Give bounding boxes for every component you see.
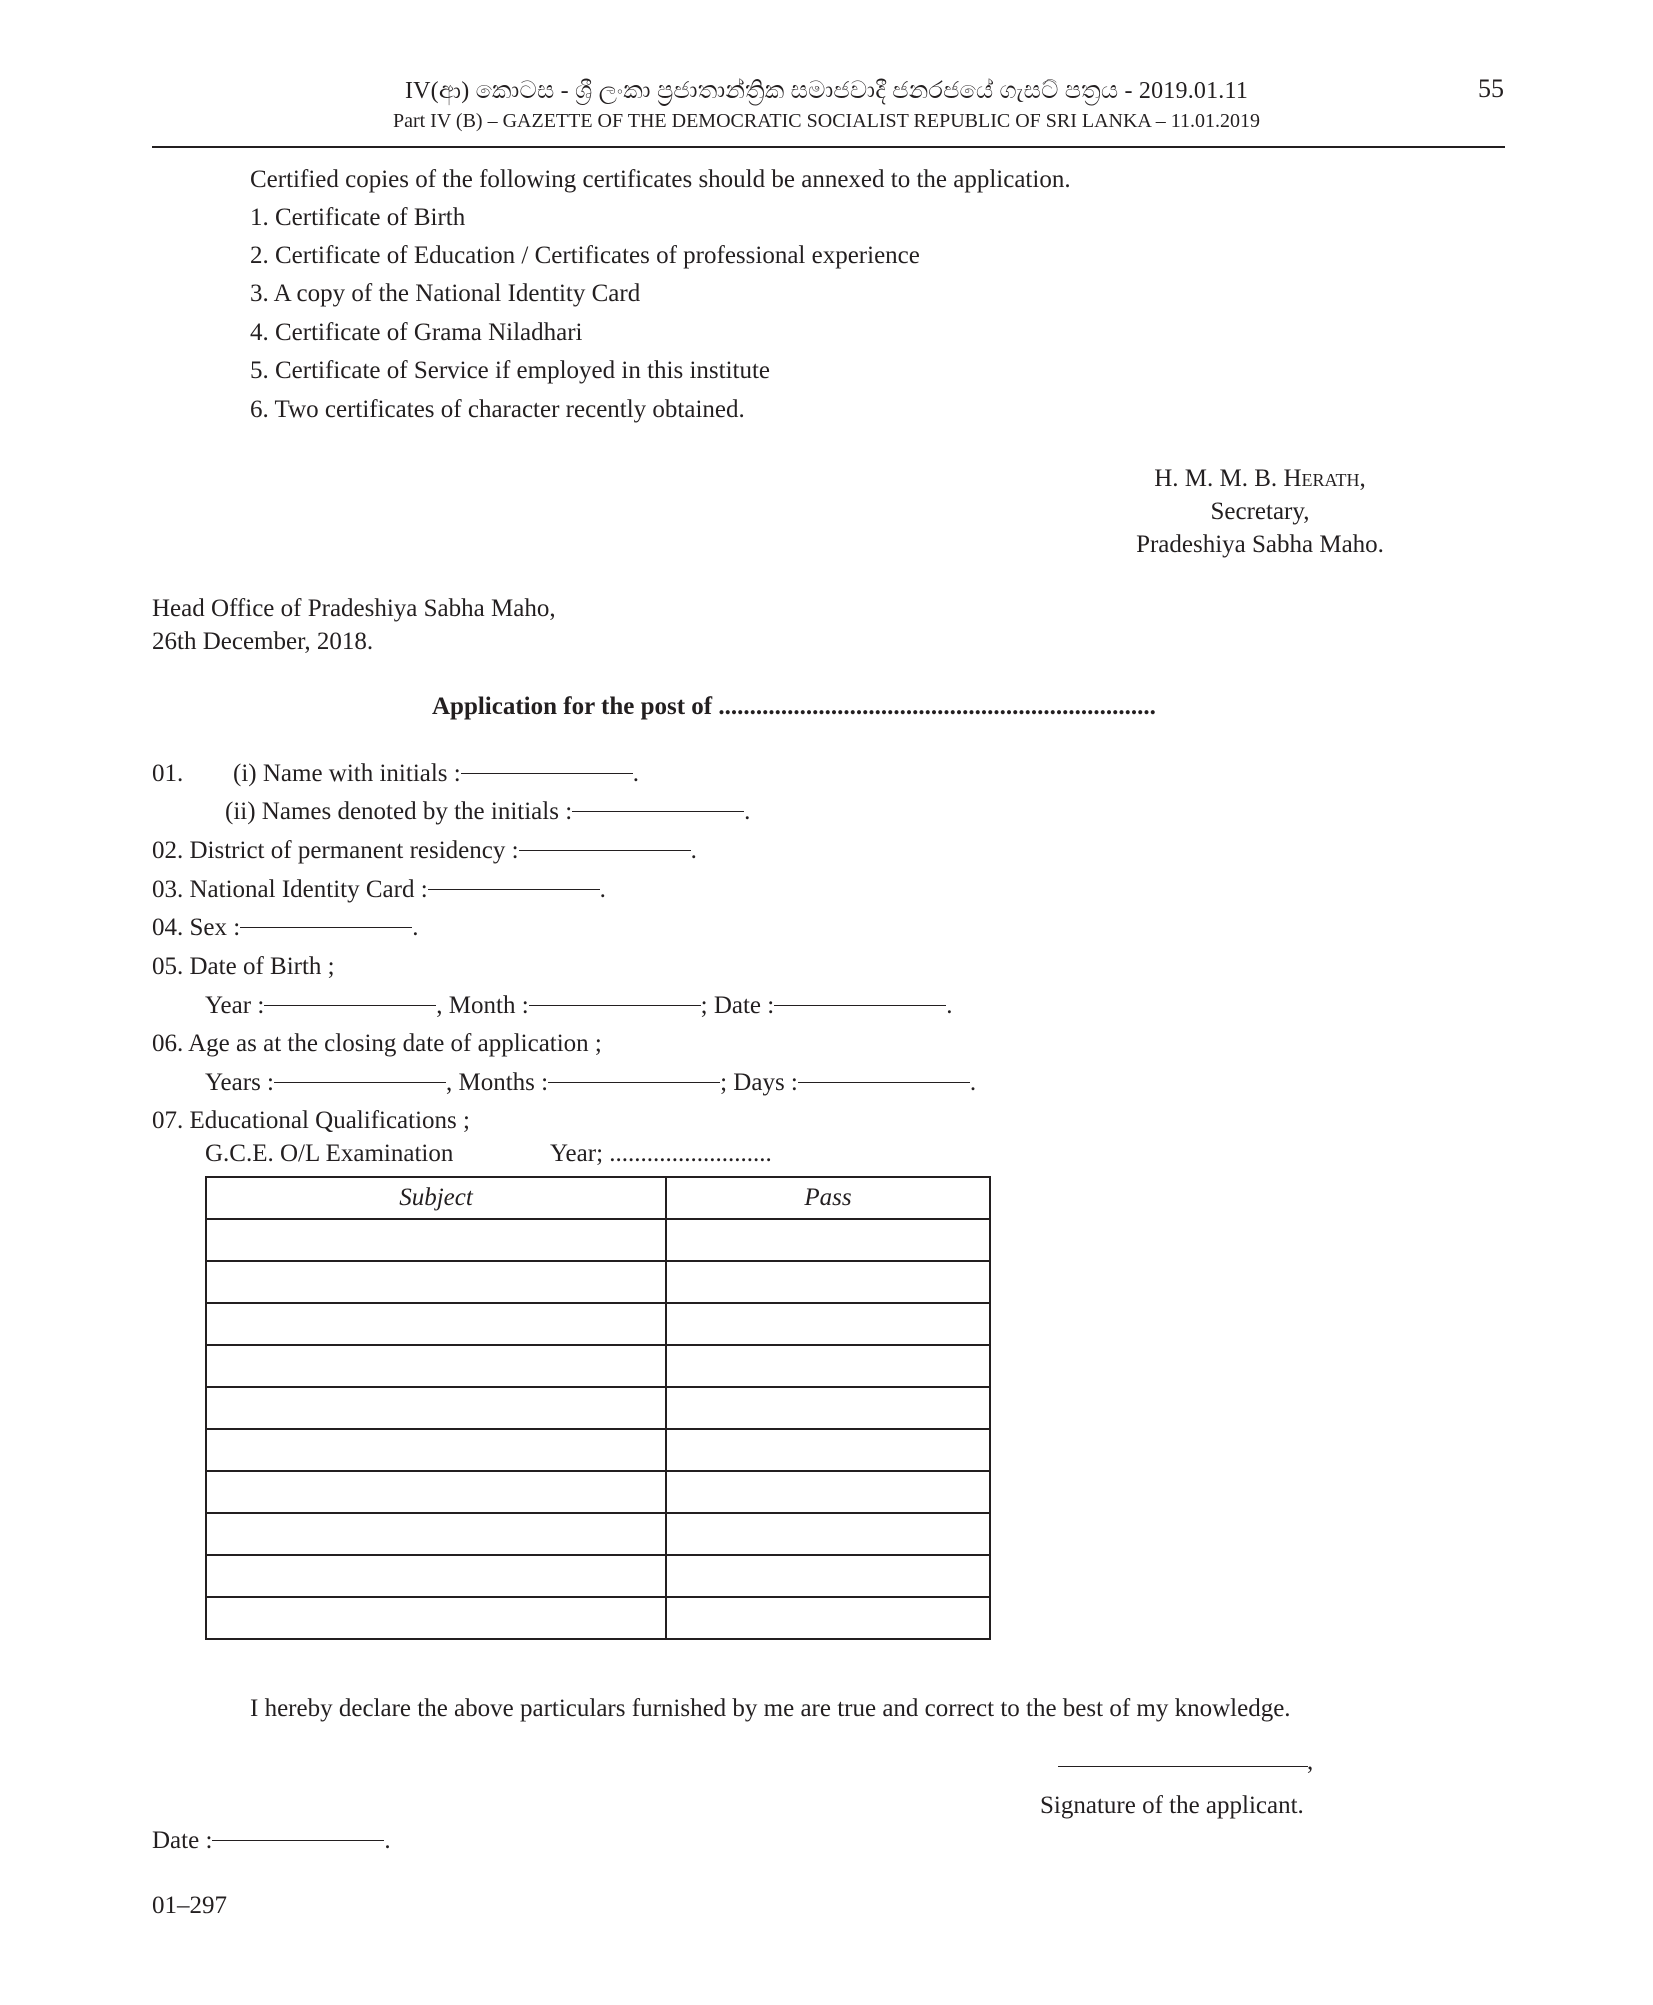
- q03-nic: 03. National Identity Card : .: [152, 876, 606, 903]
- q01-name-with-initials: (i) Name with initials : .: [233, 760, 639, 787]
- subject-cell: [206, 1261, 666, 1303]
- header-rule: [152, 146, 1505, 148]
- signatory-surname: Herath: [1283, 465, 1360, 492]
- pass-cell: [666, 1387, 990, 1429]
- table-row: [206, 1303, 990, 1345]
- office-place: Head Office of Pradeshiya Sabha Maho,: [152, 595, 556, 622]
- q05-date-of-birth: 05. Date of Birth ;: [152, 953, 335, 980]
- gce-ol-label: G.C.E. O/L Examination: [205, 1140, 454, 1167]
- declaration-text: I hereby declare the above particulars furnished by me are true and correct to the best of my knowledge.: [250, 1695, 1291, 1722]
- blank-line: [572, 811, 744, 812]
- form-title: Application for the post of ......................................................................: [432, 693, 1156, 720]
- q01-number: 01.: [152, 760, 184, 787]
- subject-cell: [206, 1345, 666, 1387]
- blank-line: [798, 1082, 970, 1083]
- pass-cell: [666, 1219, 990, 1261]
- certificate-item: 4. Certificate of Grama Niladhari: [250, 319, 583, 346]
- subject-cell: [206, 1387, 666, 1429]
- blank-line: [428, 889, 600, 890]
- blank-line: [240, 927, 412, 928]
- table-body: [206, 1219, 990, 1639]
- certificate-item: 2. Certificate of Education / Certificates of professional experience: [250, 242, 920, 269]
- blank-line: [529, 1005, 701, 1006]
- certificate-item: 5. Certificate of Service if employed in this institute: [250, 357, 771, 384]
- q05-dob-fields: Year : , Month : ; Date : .: [205, 992, 953, 1019]
- ol-results-table: [205, 1176, 991, 1640]
- subject-cell: [206, 1429, 666, 1471]
- blank-line: [264, 1005, 436, 1006]
- signature-label: Signature of the applicant.: [1040, 1792, 1304, 1819]
- certificate-item: 3. A copy of the National Identity Card: [250, 280, 641, 307]
- blank-line: [519, 850, 691, 851]
- reference-number: 01–297: [152, 1892, 227, 1919]
- subject-cell: [206, 1303, 666, 1345]
- pass-cell: [666, 1513, 990, 1555]
- signature-line: [1058, 1766, 1308, 1767]
- table-row: [206, 1555, 990, 1597]
- blank-line: [274, 1082, 446, 1083]
- table-row: [206, 1597, 990, 1639]
- certificate-item: 6. Two certificates of character recently obtained.: [250, 396, 745, 423]
- subject-cell: [206, 1555, 666, 1597]
- q06-age: 06. Age as at the closing date of application ;: [152, 1030, 602, 1057]
- table-row: [206, 1261, 990, 1303]
- blank-line: [774, 1005, 946, 1006]
- subject-cell: [206, 1597, 666, 1639]
- column-header-subject: Subject: [206, 1177, 666, 1219]
- blank-line: [548, 1082, 720, 1083]
- column-header-pass: Pass: [666, 1177, 990, 1219]
- pass-cell: [666, 1471, 990, 1513]
- table-row: [206, 1345, 990, 1387]
- pass-cell: [666, 1597, 990, 1639]
- signature-comma: ,: [1307, 1748, 1314, 1775]
- blank-line: [212, 1840, 384, 1841]
- gce-ol-year: Year; ..........................: [550, 1140, 772, 1167]
- q07-education: 07. Educational Qualifications ;: [152, 1107, 470, 1134]
- subject-cell: [206, 1513, 666, 1555]
- declaration-date: Date : .: [152, 1827, 391, 1854]
- table-row: [206, 1429, 990, 1471]
- q02-district: 02. District of permanent residency : .: [152, 837, 697, 864]
- subject-cell: [206, 1471, 666, 1513]
- pass-cell: [666, 1345, 990, 1387]
- gazette-header-english: Part IV (B) – GAZETTE OF THE DEMOCRATIC SOCIALIST REPUBLIC OF SRI LANKA – 11.01.2019: [392, 110, 1261, 132]
- table-row: [206, 1513, 990, 1555]
- pass-cell: [666, 1555, 990, 1597]
- pass-cell: [666, 1261, 990, 1303]
- q04-sex: 04. Sex : .: [152, 914, 419, 941]
- signatory-name: H. M. M. B. Herath,: [1154, 465, 1366, 492]
- q06-age-fields: Years : , Months : ; Days : .: [205, 1069, 977, 1096]
- signatory-organization: Pradeshiya Sabha Maho.: [1136, 531, 1384, 558]
- certificates-intro: Certified copies of the following certificates should be annexed to the application.: [250, 166, 1071, 193]
- blank-line: [461, 773, 633, 774]
- pass-cell: [666, 1429, 990, 1471]
- subject-cell: [206, 1219, 666, 1261]
- gazette-header-sinhala: IV(ආ) කොටස - ශ්‍රී ලංකා ප්‍රජාතාන්ත්‍රික සමාජවාදී ජනරජයේ ගැසට් පත්‍රය - 2019.01.11: [404, 78, 1249, 104]
- page-number: 55: [1478, 74, 1504, 103]
- certificate-item: 1. Certificate of Birth: [250, 204, 466, 231]
- q01-names-denoted: (ii) Names denoted by the initials : .: [225, 798, 751, 825]
- table-row: [206, 1471, 990, 1513]
- table-header-row: [206, 1177, 990, 1219]
- table-row: [206, 1219, 990, 1261]
- office-date: 26th December, 2018.: [152, 628, 374, 655]
- table-row: [206, 1387, 990, 1429]
- signatory-title: Secretary,: [1210, 498, 1310, 525]
- pass-cell: [666, 1303, 990, 1345]
